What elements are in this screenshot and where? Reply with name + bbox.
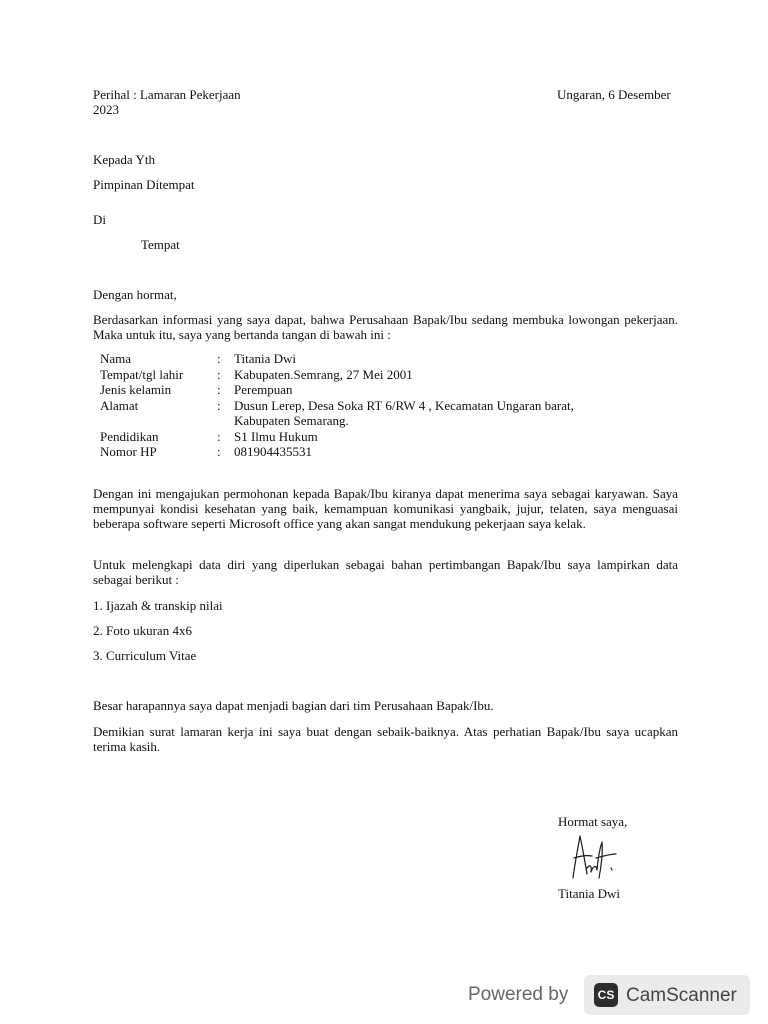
identity-label: Nama: [100, 351, 132, 366]
identity-value: Perempuan: [234, 382, 293, 397]
identity-table: [0, 351, 768, 461]
identity-colon: :: [217, 444, 221, 459]
identity-colon: :: [217, 398, 221, 413]
body-paragraph-4: Demikian surat lamaran kerja ini saya buat dengan sebaik-baiknya. Atas perhatian Bapak/Ibu saya ucapkan terima kasih.: [93, 724, 678, 754]
powered-by-label: Powered by: [468, 984, 569, 1005]
signer-name: Titania Dwi: [558, 886, 620, 901]
identity-label: Alamat: [100, 398, 139, 413]
attachment-item: 1. Ijazah & transkip nilai: [93, 598, 223, 613]
date-year: 2023: [93, 102, 119, 117]
intro-paragraph: Berdasarkan informasi yang saya dapat, bahwa Perusahaan Bapak/Ibu sedang membuka lowongan pekerjaan. Maka untuk itu, saya yang bertanda tangan di bawah ini :: [93, 312, 678, 342]
identity-label: Nomor HP: [100, 444, 157, 459]
identity-label: Pendidikan: [100, 429, 159, 444]
attachment-item: 2. Foto ukuran 4x6: [93, 623, 192, 638]
closing-salutation: Hormat saya,: [558, 814, 628, 829]
identity-row: [0, 398, 768, 428]
identity-label: Tempat/tgl lahir: [100, 367, 184, 382]
identity-row: [0, 367, 768, 382]
identity-colon: :: [217, 367, 221, 382]
identity-value: Titania Dwi: [234, 351, 296, 366]
camscanner-badge: [584, 975, 750, 1015]
camscanner-watermark: [468, 975, 750, 1015]
camscanner-brand-label: CamScanner: [626, 985, 737, 1006]
camscanner-logo-icon: CS: [594, 983, 618, 1007]
identity-colon: :: [217, 382, 221, 397]
recipient-line-1: Kepada Yth: [93, 152, 155, 167]
recipient-line-3: Di: [93, 212, 106, 227]
identity-label: Jenis kelamin: [100, 382, 172, 397]
identity-colon: :: [217, 351, 221, 366]
handwritten-signature: [566, 828, 622, 884]
identity-row: [0, 382, 768, 397]
identity-row: [0, 351, 768, 366]
attachment-item: 3. Curriculum Vitae: [93, 648, 197, 663]
body-paragraph-3: Besar harapannya saya dapat menjadi bagian dari tim Perusahaan Bapak/Ibu.: [93, 698, 494, 713]
body-paragraph-1: Dengan ini mengajukan permohonan kepada Bapak/Ibu kiranya dapat menerima saya sebagai karyawan. Saya mempunyai kondisi kesehatan yang baik, kemampuan komunikasi yangbaik, jujur, telaten, saya menguasai beberapa software seperti Microsoft office yang akan sangat mendukung pekerjaan saya kelak.: [93, 486, 678, 531]
recipient-line-4: Tempat: [141, 237, 180, 252]
identity-row: [0, 444, 768, 459]
identity-row: [0, 429, 768, 444]
identity-value: Dusun Lerep, Desa Soka RT 6/RW 4 , Kecamatan Ungaran barat, Kabupaten Semarang.: [234, 398, 574, 428]
greeting: Dengan hormat,: [93, 287, 177, 302]
identity-value: S1 Ilmu Hukum: [234, 429, 318, 444]
identity-value: Kabupaten.Semrang, 27 Mei 2001: [234, 367, 413, 382]
place-date: Ungaran, 6 Desember: [557, 87, 671, 102]
body-paragraph-2: Untuk melengkapi data diri yang diperlukan sebagai bahan pertimbangan Bapak/Ibu saya lampirkan data sebagai berikut :: [93, 557, 678, 587]
identity-colon: :: [217, 429, 221, 444]
subject-line: Perihal : Lamaran Pekerjaan: [93, 87, 241, 102]
identity-value: 081904435531: [234, 444, 312, 459]
recipient-line-2: Pimpinan Ditempat: [93, 177, 195, 192]
